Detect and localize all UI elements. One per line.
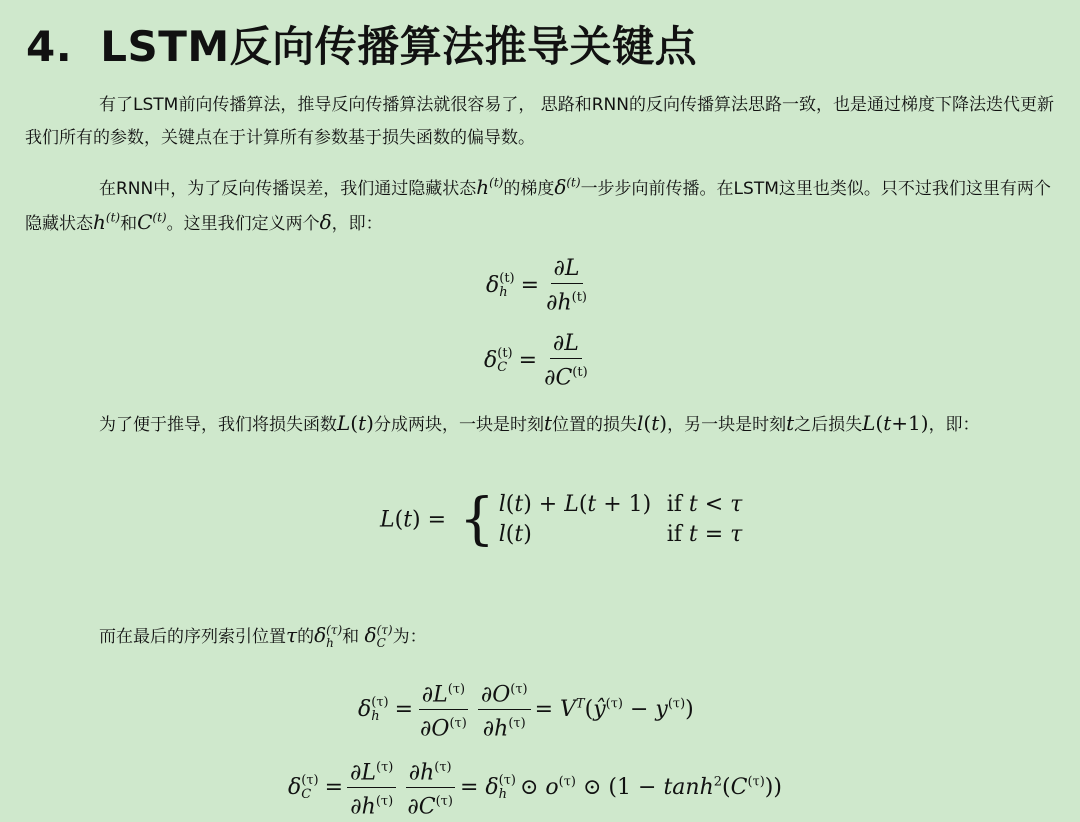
math-c-t: $C^{(t)}$ xyxy=(137,210,167,234)
case-if-label: if xyxy=(666,522,682,547)
math-t: t xyxy=(786,411,795,435)
math-delta-t: $\delta^{(t)}$ xyxy=(554,175,581,199)
text-fragment: 的 xyxy=(297,627,315,647)
case-if-label: if xyxy=(666,492,682,517)
text-fragment: 分成两块，一块是时刻 xyxy=(373,415,544,435)
text-fragment: 和 xyxy=(120,214,138,234)
paragraph-hidden-states xyxy=(25,171,1065,241)
math-t: t xyxy=(543,411,552,435)
math-h-t: $h^{(t)}$ xyxy=(476,175,504,199)
math-L-t1: L xyxy=(862,411,876,435)
text-fragment: 一步步向前传播。在LSTM这里也类似。只不过我们这里有两个隐藏状态 xyxy=(25,179,1051,234)
paragraph-loss-split: 为了便于推导，我们将损失函数L(t)分成两块，一块是时刻t位置的损失l(t)，另一块是时刻t之后损失L(t+1)，即： xyxy=(99,411,980,435)
case-row-2: l(t) if t = τ xyxy=(498,522,743,547)
text-fragment: 而在最后的序列索引位置 xyxy=(99,627,286,647)
math-L-t: L xyxy=(337,411,351,435)
equation-piecewise-loss: L(t) = { l(t) + L(t + 1) if t < τ l(t) if t = τ xyxy=(380,487,743,552)
text-fragment: 。这里我们定义两个 xyxy=(166,214,320,234)
text-fragment: 和 xyxy=(342,627,360,647)
equation-delta-h-tau: δ (τ) h = $\frac{\partial L^{(\tau)}}{\partial O^{(\tau)}}$ $\frac{\partial O^{(\tau)}}{\partial h^{(\tau)}}$ = $V^T(ŷ^{(\tau)} - y^{(\tau)})$ xyxy=(358,676,694,744)
math-h-t: $h^{(t)}$ xyxy=(93,210,121,234)
text-fragment: 在RNN中，为了反向传播误差，我们通过隐藏状态 xyxy=(99,179,477,199)
cases-block xyxy=(453,487,743,552)
section-title: LSTM反向传播算法推导关键点 xyxy=(100,22,698,71)
math-delta-h-tau: δ (τ) h xyxy=(314,622,343,650)
text-fragment: 的梯度 xyxy=(503,179,555,199)
text-fragment: 位置的损失 xyxy=(552,415,637,435)
math-delta: δ xyxy=(319,210,332,234)
text-fragment: ，另一块是时刻 xyxy=(667,415,787,435)
section-heading xyxy=(26,14,697,74)
case-row-1: l(t) + L(t + 1) if t < τ xyxy=(498,492,743,517)
math-l-t: l xyxy=(637,411,644,435)
text-fragment: 为： xyxy=(392,627,427,647)
equation-delta-h: δ (t) h = $\frac{\partial L}{\partial h^{(t)}}$ xyxy=(486,256,587,316)
text-fragment: 为了便于推导，我们将损失函数 xyxy=(99,415,337,435)
math-tau: τ xyxy=(286,623,298,647)
section-number: 4. xyxy=(26,22,73,71)
paragraph-intro xyxy=(25,89,1065,155)
paragraph-intro-text: 有了LSTM前向传播算法，推导反向传播算法就很容易了， 思路和RNN的反向传播算法思路一致，也是通过梯度下降法迭代更新我们所有的参数，关键点在于计算所有参数基于损失函数的偏导数。 xyxy=(25,95,1054,148)
text-fragment: ，即： xyxy=(331,214,383,234)
paragraph-final-index xyxy=(25,619,1065,654)
equation-delta-c-tau: δ (τ) C = $\frac{\partial L^{(\tau)}}{\partial h^{(\tau)}}$ $\frac{\partial h^{(\tau)}}{\partial C^{(\tau)}}$ = δ (τ) h ⊙ $o^{(\tau)}$ ⊙ $(1 - \tanh^2(C^{(\tau)}))$ xyxy=(288,754,782,822)
text-fragment: ，即： xyxy=(928,415,980,435)
math-delta-c-tau: δ (τ) C xyxy=(364,622,393,650)
text-fragment: 之后损失 xyxy=(794,415,863,435)
left-brace: { xyxy=(459,487,495,552)
equation-delta-c: δ (t) C = $\frac{\partial L}{\partial C^{(t)}}$ xyxy=(484,331,588,391)
